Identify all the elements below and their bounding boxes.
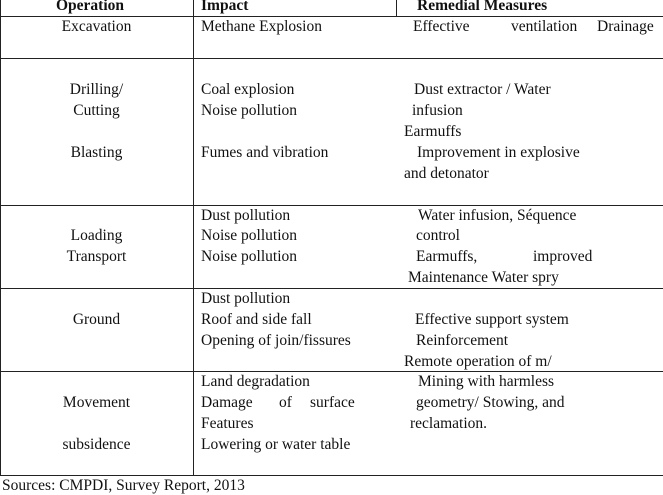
impact-cell: Dust pollution	[201, 207, 291, 224]
remedial-cell: and detonator	[404, 165, 489, 182]
operation-cell: Cutting	[73, 102, 120, 119]
impact-cell: Features	[201, 415, 254, 432]
remedial-cell: Reinforcement	[416, 332, 509, 349]
row-divider	[0, 288, 663, 289]
operation-cell: Ground	[72, 311, 121, 328]
header-column-divider	[396, 0, 397, 17]
impact-cell: surface	[310, 394, 355, 411]
operation-cell: Drilling/	[69, 81, 124, 98]
remedial-cell: Improvement in explosive	[417, 144, 580, 161]
header-operation: Operation	[56, 0, 125, 14]
operation-cell: Loading	[70, 227, 123, 244]
impact-cell: Opening of join/fissures	[201, 332, 351, 349]
table-bottom-border	[0, 475, 663, 476]
impact-cell: Fumes and vibration	[201, 144, 329, 161]
source-note: Sources: CMPDI, Survey Report, 2013	[2, 477, 245, 494]
impact-cell: Noise pollution	[201, 227, 298, 244]
impact-cell: Noise pollution	[201, 102, 298, 119]
impact-cell: Dust pollution	[201, 290, 291, 307]
remedial-cell: Earmuffs,	[416, 248, 478, 265]
impact-cell: Damage	[201, 394, 253, 411]
column-divider	[193, 0, 194, 476]
operation-cell: Transport	[66, 248, 127, 265]
impact-cell: Lowering or water table	[201, 436, 351, 453]
remedial-cell: infusion	[412, 102, 463, 119]
remedial-cell: Effective support system	[415, 311, 569, 328]
remedial-cell: reclamation.	[410, 415, 488, 432]
remedial-cell: Drainage	[597, 18, 654, 35]
remedial-cell: Water infusion, Séquence	[418, 207, 577, 224]
remedial-cell: Maintenance Water spry	[408, 269, 559, 286]
operation-cell: Excavation	[61, 18, 132, 35]
impact-cell: Methane Explosion	[201, 18, 322, 35]
remedial-cell: ventilation	[511, 18, 578, 35]
remedial-cell: Effective	[413, 18, 470, 35]
header-remedial-measures: Remedial Measures	[417, 0, 548, 14]
header-impact: Impact	[201, 0, 249, 14]
remedial-cell: Mining with harmless	[418, 373, 555, 390]
operation-cell: subsidence	[62, 436, 131, 453]
operation-cell: Movement	[62, 394, 131, 411]
row-divider	[0, 58, 663, 59]
impact-cell: Coal explosion	[201, 81, 295, 98]
remedial-cell: geometry/ Stowing, and	[416, 394, 565, 411]
remedial-cell: improved	[533, 248, 593, 265]
operation-cell: Blasting	[70, 144, 123, 161]
impact-cell: of	[279, 394, 292, 411]
remedial-cell: control	[416, 227, 460, 244]
remedial-cell: Earmuffs	[404, 123, 462, 140]
row-divider	[0, 371, 663, 372]
impact-cell: Noise pollution	[201, 248, 298, 265]
remedial-cell: Dust extractor / Water	[414, 81, 551, 98]
remedial-cell: Remote operation of m/	[404, 353, 552, 370]
impact-cell: Roof and side fall	[201, 311, 312, 328]
impact-cell: Land degradation	[201, 373, 310, 390]
